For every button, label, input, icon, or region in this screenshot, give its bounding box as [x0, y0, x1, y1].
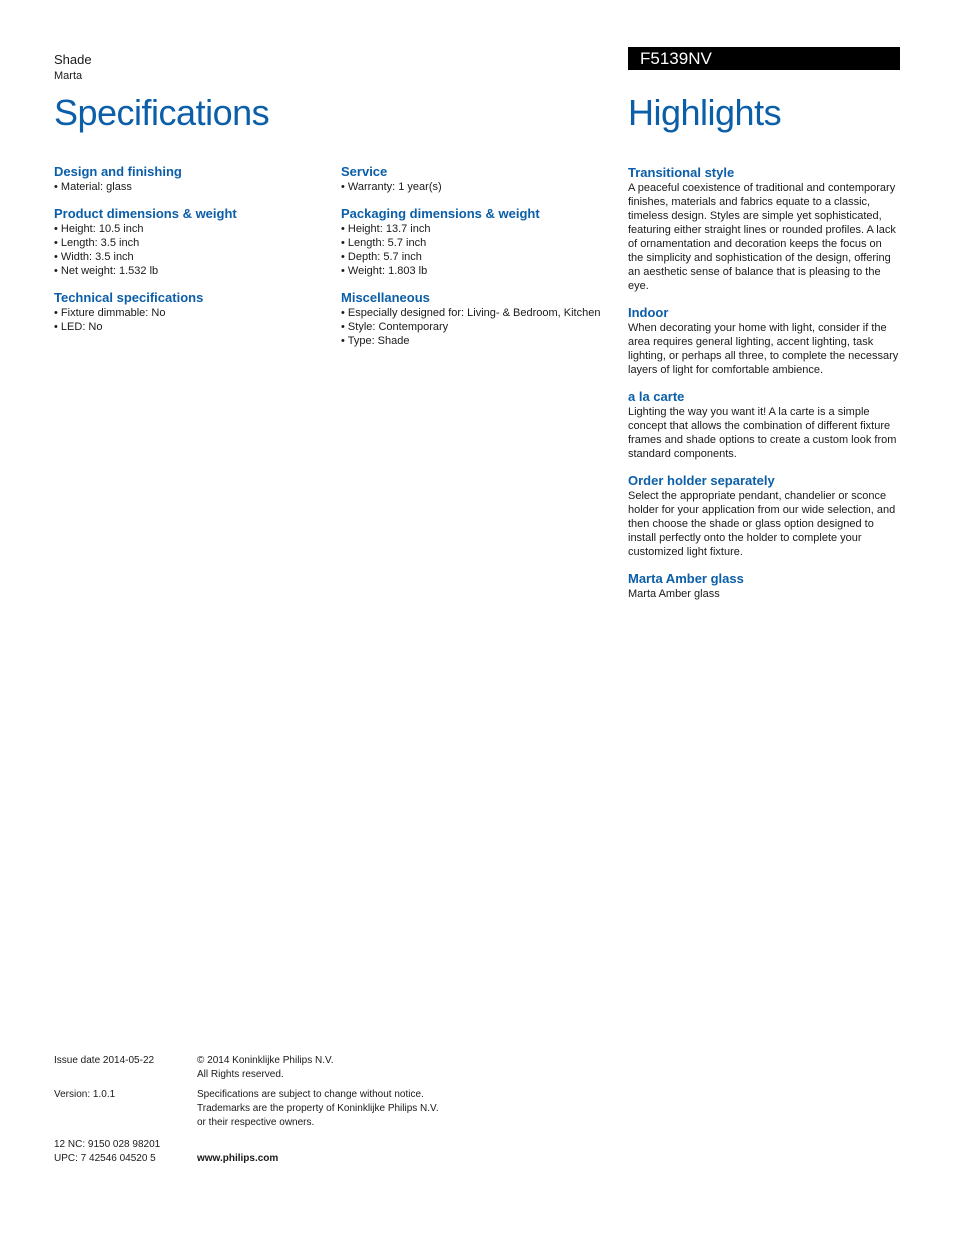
- highlight-a-la-carte: [628, 389, 900, 461]
- spec-group-design: [54, 164, 324, 194]
- spec-group-packaging-dimensions: [341, 206, 616, 278]
- spec-heading: Product dimensions & weight: [54, 206, 237, 221]
- notice-line: Trademarks are the property of Koninklijke Philips N.V.: [197, 1103, 439, 1114]
- highlight-text: Lighting the way you want it! A la carte is a simple concept that allows the combination of different fixture frames and shade options to create a custom look from standard components.: [628, 406, 897, 460]
- notice-line: Specifications are subject to change without notice.: [197, 1089, 424, 1100]
- highlight-heading: Order holder separately: [628, 473, 775, 488]
- product-subtitle: Marta: [54, 70, 83, 82]
- spec-group-service: [341, 164, 616, 194]
- specifications-title: Specifications: [54, 92, 270, 133]
- spec-item: • Width: 3.5 inch: [54, 250, 324, 264]
- spec-item: • Fixture dimmable: No: [54, 306, 324, 320]
- specs-column-1: [54, 164, 324, 346]
- highlight-text: When decorating your home with light, consider if the area requires general lighting, accent lighting, task lighting, or perhaps all three, to complete the necessary layers of light for comfortable ambience.: [628, 322, 899, 376]
- highlight-order-holder: [628, 473, 900, 559]
- specs-column-2: [341, 164, 616, 360]
- spec-group-miscellaneous: [341, 290, 616, 348]
- issue-date: Issue date 2014-05-22: [54, 1055, 155, 1066]
- highlight-heading: Transitional style: [628, 165, 735, 180]
- spec-item: • Net weight: 1.532 lb: [54, 264, 324, 278]
- spec-list: [54, 180, 324, 194]
- spec-item: • Depth: 5.7 inch: [341, 250, 616, 264]
- highlight-text: Select the appropriate pendant, chandelier or sconce holder for your application from our wide selection, and then choose the shade or glass option designed to install perfectly onto the holder to complete your customized light fixture.: [628, 490, 896, 558]
- copyright-line: All Rights reserved.: [197, 1069, 284, 1080]
- spec-item: • Style: Contemporary: [341, 320, 616, 334]
- spec-group-technical: [54, 290, 324, 334]
- spec-heading: Service: [341, 164, 388, 179]
- highlight-heading: Indoor: [628, 305, 669, 320]
- spec-heading: Technical specifications: [54, 290, 204, 305]
- spec-item: • Height: 13.7 inch: [341, 222, 616, 236]
- highlights-column: [628, 165, 900, 613]
- spec-item: • Height: 10.5 inch: [54, 222, 324, 236]
- product-name: Shade: [54, 52, 92, 67]
- model-number-bar: F5139NV: [628, 47, 900, 70]
- highlight-heading: a la carte: [628, 389, 685, 404]
- notice-line: or their respective owners.: [197, 1117, 315, 1128]
- website-link[interactable]: www.philips.com: [197, 1153, 279, 1164]
- spec-heading: Miscellaneous: [341, 290, 430, 305]
- copyright-line: © 2014 Koninklijke Philips N.V.: [197, 1055, 334, 1066]
- spec-item: • Warranty: 1 year(s): [341, 180, 616, 194]
- spec-list: [54, 222, 324, 278]
- spec-heading: Design and finishing: [54, 164, 182, 179]
- highlight-text: Marta Amber glass: [628, 588, 720, 600]
- copyright: [197, 1054, 497, 1082]
- spec-list: [341, 306, 616, 348]
- nc-code: 12 NC: 9150 028 98201: [54, 1139, 161, 1150]
- spec-item: • Especially designed for: Living- & Bedroom, Kitchen: [341, 306, 616, 320]
- product-codes: [54, 1138, 184, 1166]
- spec-list: [341, 222, 616, 278]
- highlight-transitional-style: [628, 165, 900, 293]
- spec-item: • Length: 5.7 inch: [341, 236, 616, 250]
- spec-list: [54, 306, 324, 334]
- spec-group-product-dimensions: [54, 206, 324, 278]
- spec-heading: Packaging dimensions & weight: [341, 206, 540, 221]
- spec-item: • Length: 3.5 inch: [54, 236, 324, 250]
- highlights-title: Highlights: [628, 92, 782, 133]
- spec-item: • Weight: 1.803 lb: [341, 264, 616, 278]
- highlight-text: A peaceful coexistence of traditional and contemporary finishes, materials and fabrics equate to a classic, timeless design. Styles are simple yet sophisticated, featuring either straight lines or rounded profiles. A lack of ornamentation and decoration keeps the focus on the simplicity and sophistication of the design, offering an aesthetic sense of balance that is pleasing to the eye.: [628, 182, 896, 292]
- upc-code: UPC: 7 42546 04520 5: [54, 1153, 156, 1164]
- version: Version: 1.0.1: [54, 1089, 116, 1100]
- highlight-heading: Marta Amber glass: [628, 571, 744, 586]
- spec-item: • Type: Shade: [341, 334, 616, 348]
- highlight-marta-amber: [628, 571, 900, 601]
- spec-item: • Material: glass: [54, 180, 324, 194]
- notice: [197, 1088, 497, 1130]
- highlight-indoor: [628, 305, 900, 377]
- spec-list: [341, 180, 616, 194]
- spec-item: • LED: No: [54, 320, 324, 334]
